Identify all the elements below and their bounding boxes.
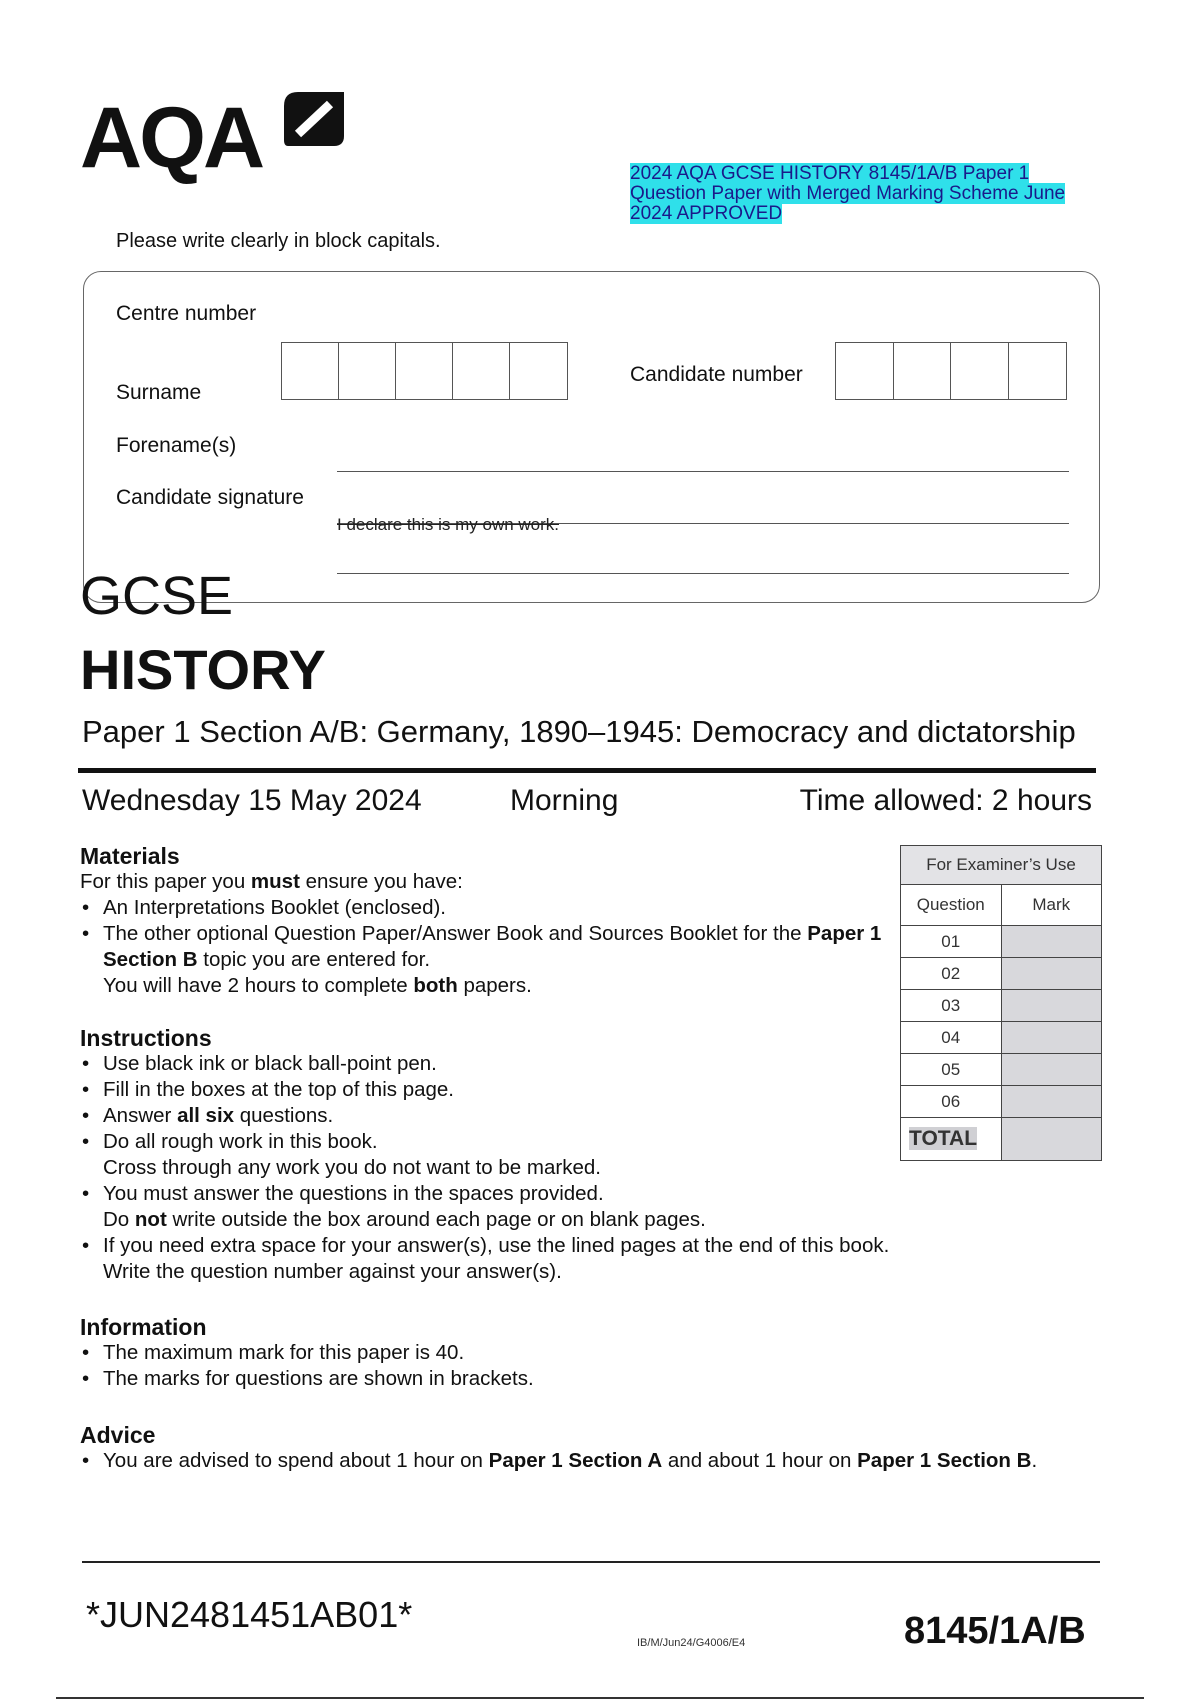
body-text: You are advised to spend about 1 hour on (103, 1449, 489, 1472)
body-text: An Interpretations Booklet (enclosed). (103, 896, 446, 919)
emphasis-text: must (250, 870, 300, 893)
body-text: ensure you have: (299, 870, 463, 893)
list-item (80, 1366, 900, 1392)
body-text: You will have 2 hours to complete (103, 974, 414, 997)
materials-list (80, 895, 900, 999)
body-text: Cross through any work you do not want to be marked. (103, 1156, 601, 1179)
question-number-cell: 06 (901, 1086, 1002, 1118)
page-bottom-rule (56, 1697, 1144, 1699)
block-capitals-hint: Please write clearly in block capitals. (116, 230, 441, 252)
total-label-cell (901, 1118, 1002, 1161)
list-item (80, 1340, 900, 1366)
body-text: . (1031, 1449, 1038, 1472)
list-item (80, 1077, 900, 1103)
information-section (80, 1314, 900, 1392)
digit-box[interactable] (1009, 343, 1067, 399)
footer-divider (82, 1561, 1100, 1563)
question-number-cell: 01 (901, 926, 1002, 958)
body-text: Use black ink or black ball-point pen. (103, 1052, 437, 1075)
digit-box[interactable] (951, 343, 1009, 399)
exam-session: Morning (510, 784, 619, 817)
body-text: Answer (103, 1104, 178, 1127)
signature-label: Candidate signature (116, 486, 304, 509)
barcode-text: *JUN2481451AB01* (86, 1594, 413, 1635)
total-mark-cell[interactable] (1001, 1118, 1102, 1161)
list-item (80, 1051, 900, 1077)
body-text: The maximum mark for this paper is 40. (103, 1341, 465, 1364)
materials-heading: Materials (80, 843, 180, 869)
question-number-cell: 05 (901, 1054, 1002, 1086)
mark-cell[interactable] (1001, 990, 1102, 1022)
materials-intro (80, 869, 900, 895)
body-text: Do all rough work in this book. (103, 1130, 378, 1153)
body-text: Fill in the boxes at the top of this page. (103, 1078, 454, 1101)
emphasis-text: all six (177, 1104, 235, 1127)
instructions-section (80, 1025, 900, 1285)
list-item (80, 1103, 900, 1129)
advice-list (80, 1448, 1130, 1474)
time-allowed: Time allowed: 2 hours (799, 784, 1092, 817)
paper-code: 8145/1A/B (904, 1610, 1086, 1652)
declaration-text: I declare this is my own work. (337, 515, 560, 534)
question-number-cell: 03 (901, 990, 1002, 1022)
examiner-use-title: For Examiner’s Use (901, 846, 1102, 885)
question-row (901, 926, 1102, 958)
advice-section (80, 1422, 1130, 1474)
question-row (901, 1022, 1102, 1054)
body-text: If you need extra space for your answer(s), use the lined pages at the end of this book. Write the question number against your answer(s). (103, 1234, 890, 1283)
emphasis-text: Paper 1 Section B (857, 1449, 1032, 1472)
question-row (901, 1054, 1102, 1086)
materials-section (80, 843, 900, 999)
question-row (901, 1086, 1102, 1118)
question-row (901, 990, 1102, 1022)
instructions-list (80, 1051, 900, 1285)
forename-label: Forename(s) (116, 434, 237, 457)
advice-heading: Advice (80, 1422, 156, 1448)
question-number-cell: 04 (901, 1022, 1002, 1054)
body-text: The other optional Question Paper/Answer Book and Sources Booklet for the (103, 922, 808, 945)
list-item (80, 1233, 900, 1285)
body-text: The marks for questions are shown in brackets. (103, 1367, 534, 1390)
emphasis-text: not (134, 1208, 167, 1231)
emphasis-text: Paper 1 Section B (103, 922, 882, 971)
watermark-banner (630, 164, 1100, 224)
total-label: TOTAL (909, 1127, 978, 1150)
question-row (901, 958, 1102, 990)
aqa-logo (80, 88, 350, 188)
question-column-header: Question (901, 885, 1002, 926)
digit-box[interactable] (396, 343, 453, 399)
mark-cell[interactable] (1001, 1086, 1102, 1118)
body-text: topic you are entered for. (197, 948, 431, 971)
banner-text: 2024 AQA GCSE HISTORY 8145/1A/B Paper 1 Question Paper with Merged Marking Scheme June 2024 APPROVED (630, 163, 1066, 224)
list-item (80, 1448, 1130, 1474)
body-text: For this paper you (80, 870, 251, 893)
digit-box[interactable] (836, 343, 894, 399)
emphasis-text: both (413, 974, 458, 997)
candidate-number-field[interactable] (835, 342, 1067, 400)
exam-date: Wednesday 15 May 2024 (82, 784, 422, 817)
list-item (80, 1181, 900, 1233)
body-text: and about 1 hour on (662, 1449, 858, 1472)
qualification-level: GCSE (80, 566, 234, 626)
digit-box[interactable] (894, 343, 952, 399)
centre-number-field[interactable] (281, 342, 568, 400)
question-number-cell: 02 (901, 958, 1002, 990)
body-text: Do (103, 1208, 135, 1231)
mark-cell[interactable] (1001, 1054, 1102, 1086)
digit-box[interactable] (453, 343, 510, 399)
surname-label: Surname (116, 381, 202, 404)
logo-text: AQA (80, 90, 263, 186)
digit-box[interactable] (339, 343, 396, 399)
mark-cell[interactable] (1001, 926, 1102, 958)
information-list (80, 1340, 900, 1392)
information-heading: Information (80, 1314, 207, 1340)
list-item (80, 921, 900, 999)
examiner-use-table (900, 845, 1102, 1161)
list-item (80, 1129, 900, 1181)
candidate-number-label: Candidate number (630, 363, 803, 386)
mark-column-header: Mark (1001, 885, 1102, 926)
mark-cell[interactable] (1001, 958, 1102, 990)
digit-box[interactable] (510, 343, 567, 399)
emphasis-text: Paper 1 Section A (488, 1449, 663, 1472)
body-text: questions. (234, 1104, 334, 1127)
centre-number-label: Centre number (116, 302, 257, 325)
instructions-heading: Instructions (80, 1025, 212, 1051)
aqa-logo-mark-icon (284, 90, 344, 146)
declaration-line[interactable] (337, 573, 1069, 574)
list-item (80, 895, 900, 921)
job-reference: IB/M/Jun24/G4006/E4 (637, 1637, 746, 1649)
body-text: You must answer the questions in the spaces provided. (103, 1182, 604, 1205)
body-text: papers. (457, 974, 532, 997)
mark-cell[interactable] (1001, 1022, 1102, 1054)
paper-title: Paper 1 Section A/B: Germany, 1890–1945: Democracy and dictatorship (82, 714, 1076, 749)
subject-title: HISTORY (80, 638, 326, 701)
body-text: write outside the box around each page or on blank pages. (166, 1208, 706, 1231)
forename-line[interactable] (337, 471, 1069, 472)
title-divider (78, 768, 1096, 773)
digit-box[interactable] (282, 343, 339, 399)
